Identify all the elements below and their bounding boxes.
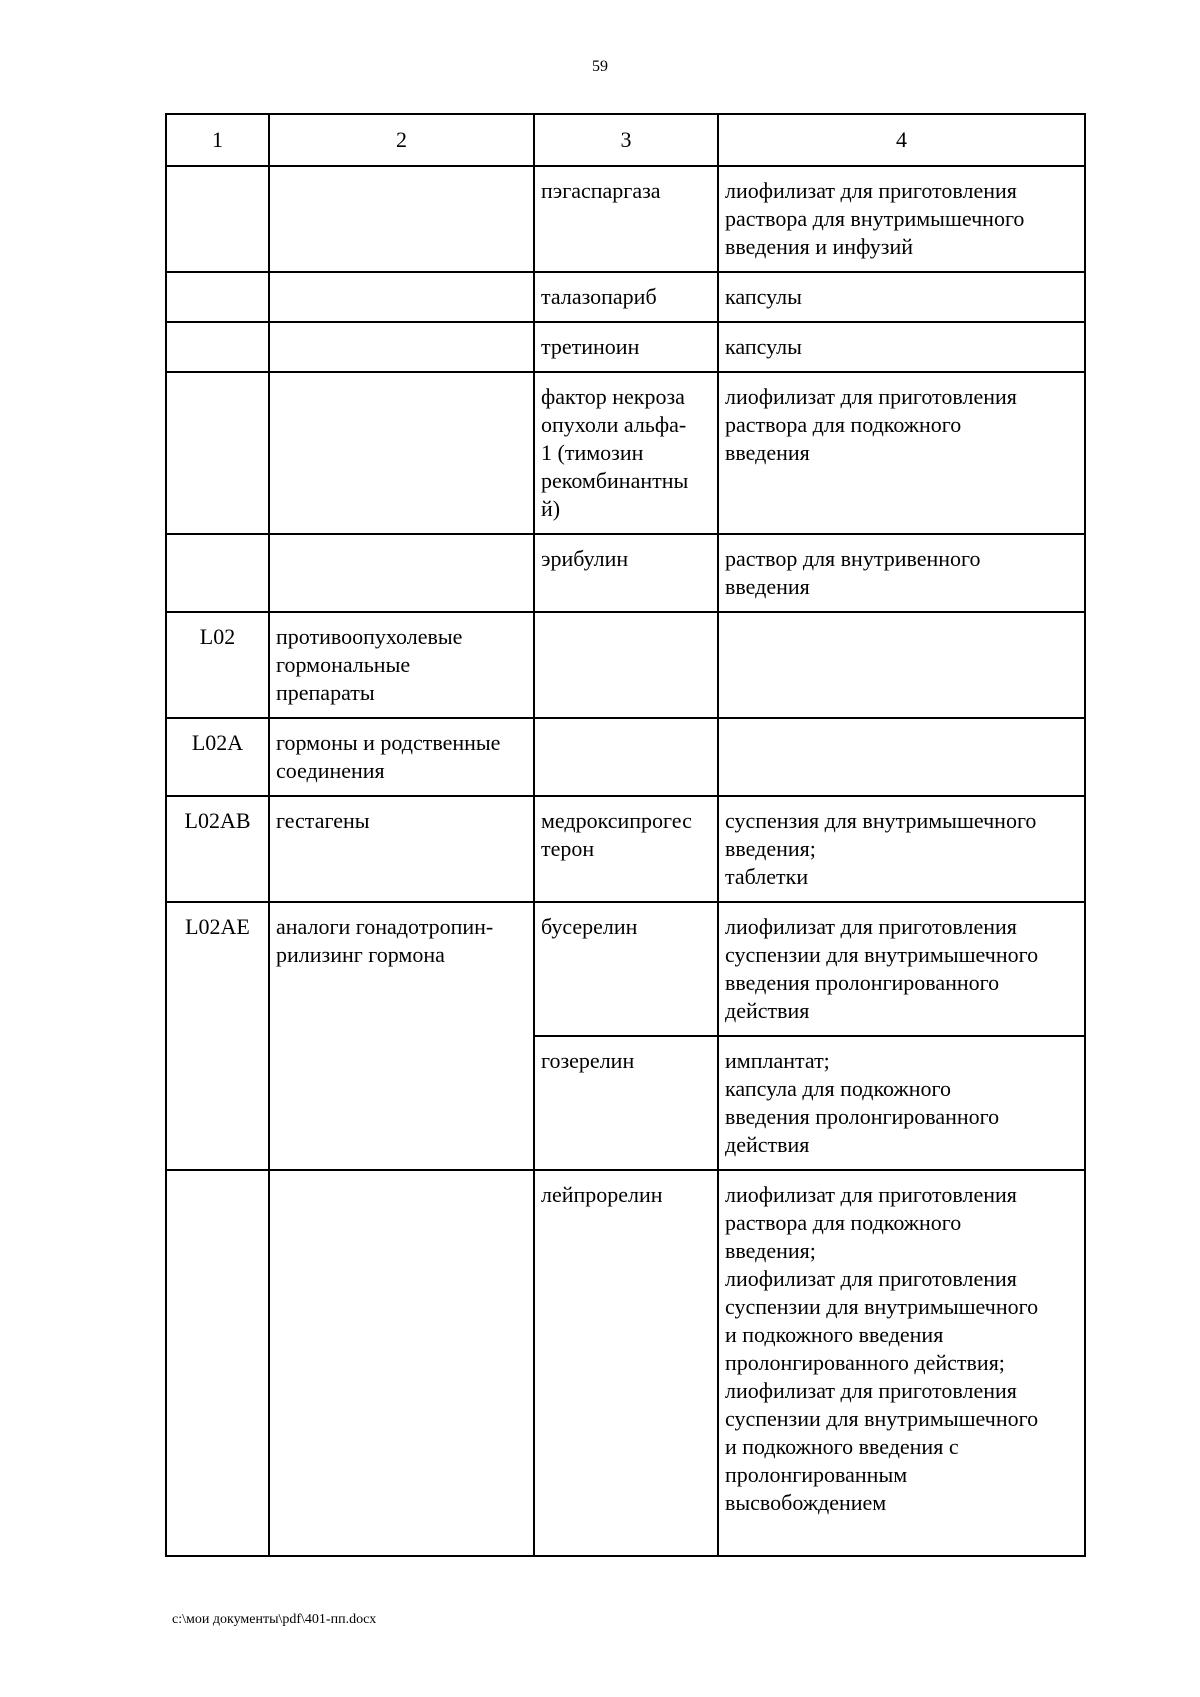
table-row <box>166 796 1085 902</box>
atc-code-cell: L02A <box>166 718 269 796</box>
dosage-form-cell: суспензия для внутримышечного введения; таблетки <box>718 796 1085 902</box>
dosage-form-cell <box>718 718 1085 796</box>
drug-table <box>165 113 1086 1557</box>
dosage-form-cell: капсулы <box>718 322 1085 372</box>
substance-cell <box>534 612 718 718</box>
atc-code-cell <box>166 272 269 322</box>
page-number: 59 <box>592 58 608 75</box>
dosage-form-cell: имплантат; капсула для подкожного введения пролонгированного действия <box>718 1036 1085 1170</box>
dosage-form-cell <box>718 612 1085 718</box>
group-name-cell: противоопухолевые гормональные препараты <box>269 612 534 718</box>
table-row <box>166 534 1085 612</box>
atc-code-cell: L02 <box>166 612 269 718</box>
substance-cell <box>534 718 718 796</box>
table-row <box>166 372 1085 534</box>
dosage-form-cell: лиофилизат для приготовления раствора для внутримышечного введения и инфузий <box>718 166 1085 272</box>
atc-code-cell: L02AE <box>166 902 269 1170</box>
substance-cell: талазопариб <box>534 272 718 322</box>
substance-cell: третиноин <box>534 322 718 372</box>
substance-cell: медроксипрогес терон <box>534 796 718 902</box>
column-header: 2 <box>269 114 534 166</box>
column-header: 3 <box>534 114 718 166</box>
atc-code-cell <box>166 1170 269 1556</box>
table-row <box>166 1170 1085 1556</box>
group-name-cell <box>269 166 534 272</box>
atc-code-cell <box>166 372 269 534</box>
substance-cell: эрибулин <box>534 534 718 612</box>
substance-cell: бусерелин <box>534 902 718 1036</box>
column-header: 4 <box>718 114 1085 166</box>
dosage-form-cell: лиофилизат для приготовления суспензии для внутримышечного введения пролонгированного действия <box>718 902 1085 1036</box>
atc-code-cell <box>166 166 269 272</box>
group-name-cell <box>269 372 534 534</box>
group-name-cell <box>269 322 534 372</box>
atc-code-cell <box>166 322 269 372</box>
substance-cell: лейпрорелин <box>534 1170 718 1556</box>
group-name-cell <box>269 272 534 322</box>
substance-cell: пэгаспаргаза <box>534 166 718 272</box>
table-row <box>166 902 1085 1036</box>
footer-file-path: c:\мои документы\pdf\401-пп.docx <box>172 1612 377 1627</box>
table-row <box>166 322 1085 372</box>
table-header-row <box>166 114 1085 166</box>
group-name-cell: гормоны и родственные соединения <box>269 718 534 796</box>
dosage-form-cell: раствор для внутривенного введения <box>718 534 1085 612</box>
dosage-form-cell: капсулы <box>718 272 1085 322</box>
table-row <box>166 272 1085 322</box>
atc-code-cell: L02AB <box>166 796 269 902</box>
group-name-cell: гестагены <box>269 796 534 902</box>
group-name-cell <box>269 1170 534 1556</box>
table-row <box>166 612 1085 718</box>
substance-cell: фактор некроза опухоли альфа- 1 (тимозин рекомбинантны й) <box>534 372 718 534</box>
table-row <box>166 718 1085 796</box>
group-name-cell: аналоги гонадотропин- рилизинг гормона <box>269 902 534 1170</box>
column-header: 1 <box>166 114 269 166</box>
dosage-form-cell: лиофилизат для приготовления раствора для подкожного введения <box>718 372 1085 534</box>
atc-code-cell <box>166 534 269 612</box>
table-row <box>166 166 1085 272</box>
dosage-form-cell: лиофилизат для приготовления раствора для подкожного введения; лиофилизат для приготовления суспензии для внутримышечного и подкожного введения пролонгированного действия; лиофилизат для приготовления суспензии для внутримышечного и подкожного введения с пролонгированным высвобождением <box>718 1170 1085 1556</box>
substance-cell: гозерелин <box>534 1036 718 1170</box>
group-name-cell <box>269 534 534 612</box>
